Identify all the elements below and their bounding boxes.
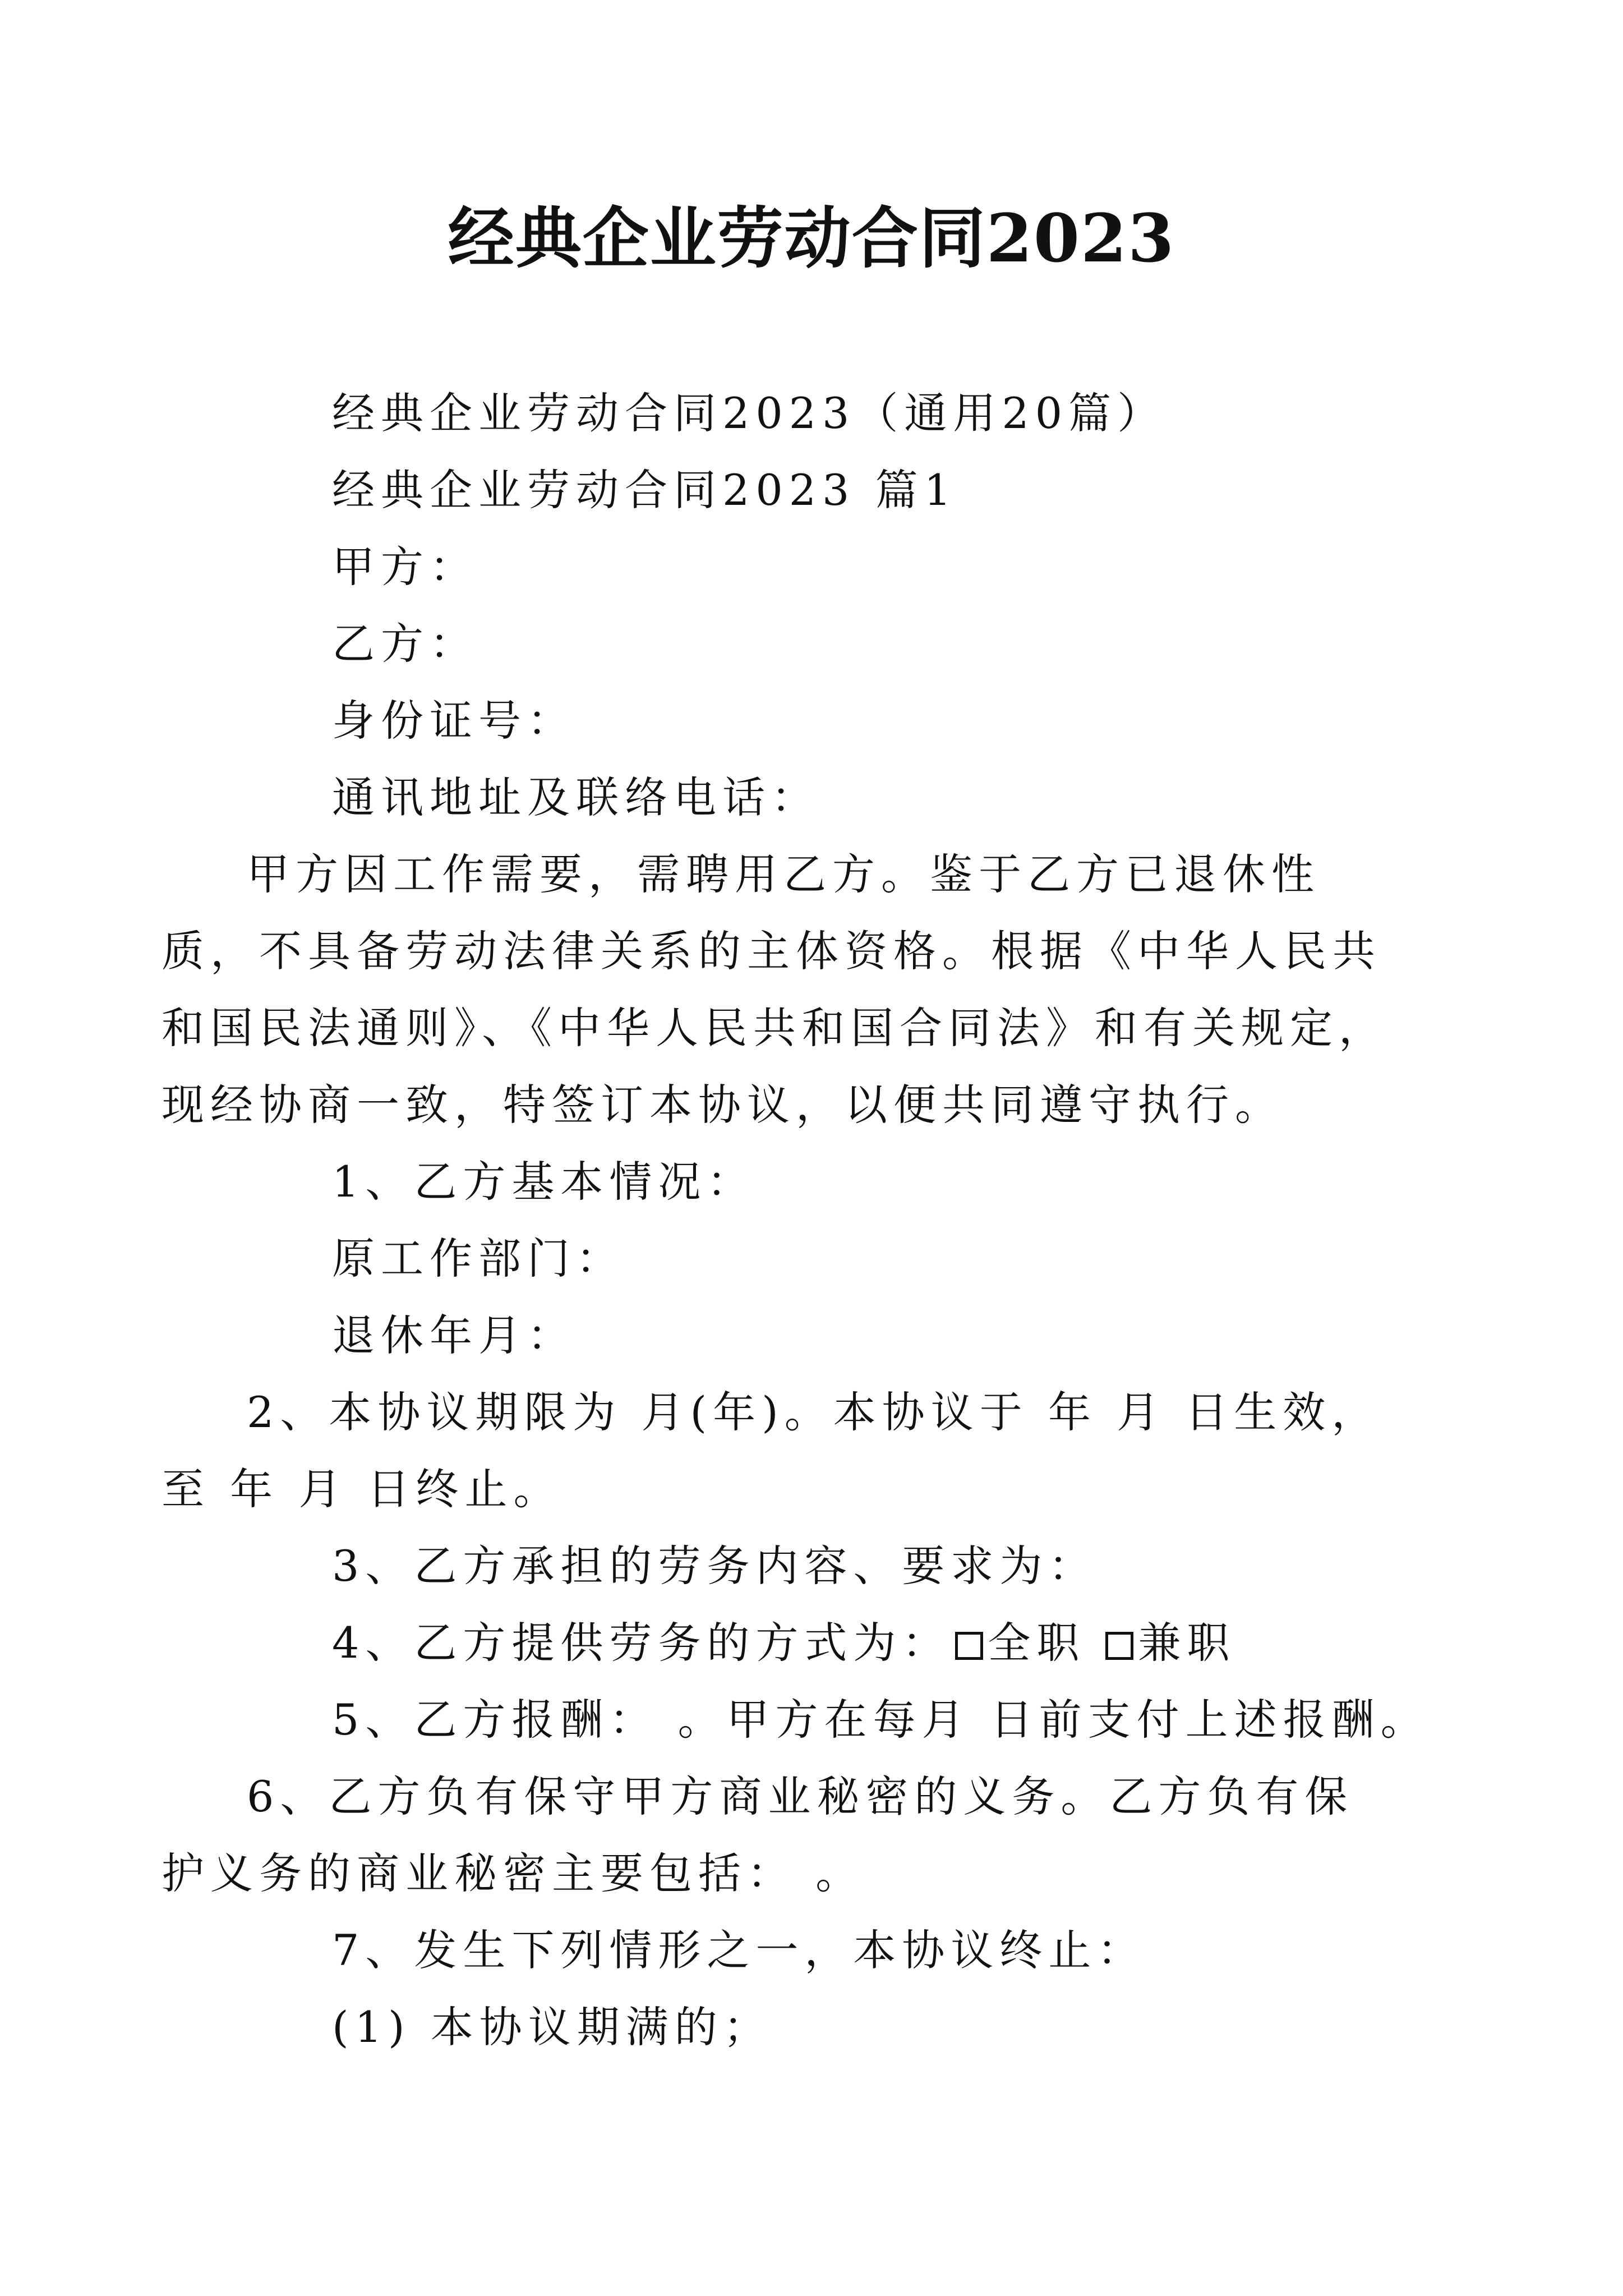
paragraph-original-department: 原工作部门： <box>332 1234 625 1283</box>
paragraph-clause-6: 6、乙方负有保守甲方商业秘密的义务。乙方负有保护义务的商业秘密主要包括： 。 <box>162 1772 1354 1898</box>
paragraph-party-a: 甲方： <box>332 542 478 592</box>
part-time-label: 兼职 <box>1138 1618 1236 1668</box>
paragraph-subtitle: 经典企业劳动合同2023（通用20篇） <box>332 388 1166 438</box>
paragraph-preamble: 甲方因工作需要，需聘用乙方。鉴于乙方已退休性质，不具备劳动法律关系的主体资格。根据《中华人民共和国民法通则》、《中华人民共和国合同法》和有关规定，现经协商一致，特签订本协议，以便共同遵守执行。 <box>162 849 1387 1130</box>
paragraph-clause-7: 7、发生下列情形之一，本协议终止： <box>332 1925 1146 1975</box>
paragraph-clause-5: 5、乙方报酬： 。甲方在每月 日前支付上述报酬。 <box>332 1695 1430 1745</box>
paragraph-clause-7-item-1: (1) 本协议期满的； <box>332 2002 772 2052</box>
paragraph-clause-2: 2、本协议期限为 月(年)。本协议于 年 月 日生效，至 年 月 日终止。 <box>162 1387 1381 1514</box>
paragraph-clause-1: 1、乙方基本情况： <box>332 1157 756 1207</box>
paragraph-id-number: 身份证号： <box>332 696 576 746</box>
full-time-label: 全职 <box>988 1618 1086 1668</box>
paragraph-party-b: 乙方： <box>332 619 478 669</box>
paragraph-clause-3: 3、乙方承担的劳务内容、要求为： <box>332 1541 1098 1591</box>
paragraph-part-heading: 经典企业劳动合同2023 篇1 <box>332 465 957 515</box>
part-time-checkbox[interactable] <box>1105 1632 1133 1660</box>
paragraph-contact: 通讯地址及联络电话： <box>332 772 820 822</box>
full-time-checkbox[interactable] <box>955 1632 983 1660</box>
paragraph-clause-4 <box>247 1604 1396 1681</box>
paragraph-retirement-date: 退休年月： <box>332 1310 576 1360</box>
document-body <box>162 375 1430 2065</box>
work-mode-prefix: 4、乙方提供劳务的方式为： <box>332 1618 951 1668</box>
document-title: 经典企业劳动合同2023 <box>448 199 1175 277</box>
